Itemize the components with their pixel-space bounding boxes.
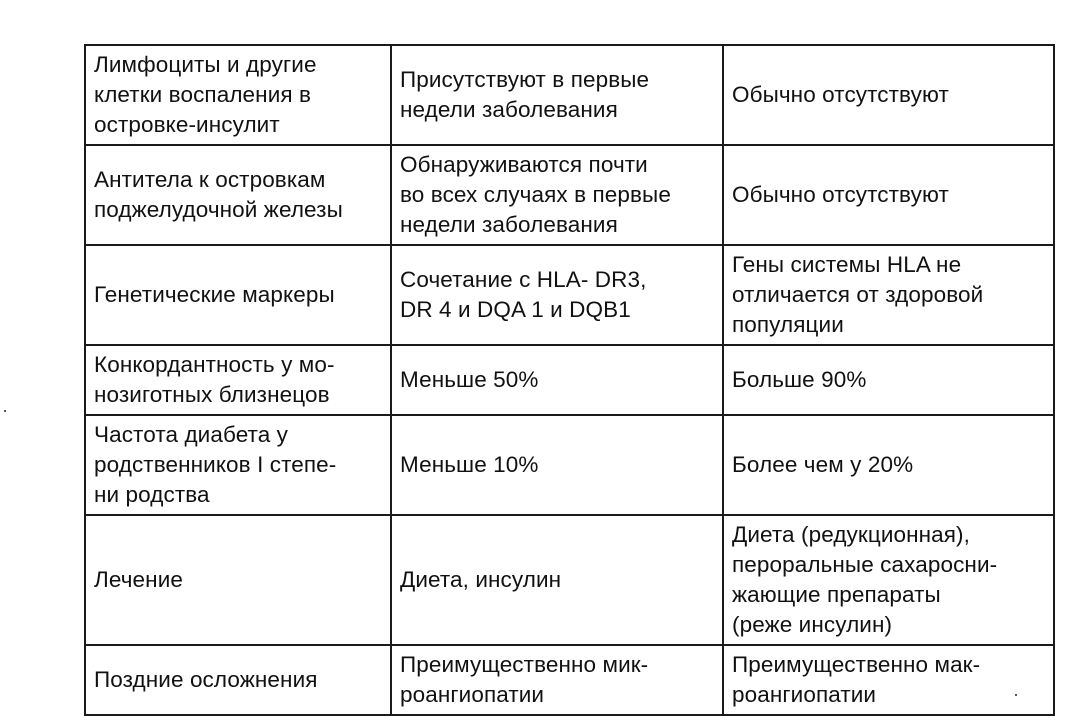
table-row (85, 515, 1054, 645)
cell-line: поджелудочной железы (94, 197, 343, 222)
cell-line: роангиопатии (400, 682, 545, 707)
table-row (85, 45, 1054, 145)
cell-line: роангиопатии (732, 682, 877, 707)
feature-cell (85, 345, 391, 415)
cell-line: Лимфоциты и другие (94, 52, 317, 77)
feature-cell (85, 515, 391, 645)
table-row (85, 345, 1054, 415)
cell-line: отличается от здоровой (732, 282, 984, 307)
type2-cell (723, 345, 1054, 415)
type1-cell (391, 515, 723, 645)
cell-line: Обычно отсутствуют (732, 82, 949, 107)
cell-line: (реже инсулин) (732, 612, 893, 637)
cell-line: Гены системы HLA не (732, 252, 962, 277)
cell-line: Более чем у 20% (732, 452, 914, 477)
cell-line: недели заболевания (400, 97, 618, 122)
type2-cell (723, 245, 1054, 345)
cell-line: Преимущественно мик- (400, 652, 649, 677)
type2-cell (723, 515, 1054, 645)
feature-cell (85, 415, 391, 515)
cell-line: Обнаруживаются почти (400, 152, 648, 177)
table-row (85, 645, 1054, 715)
feature-cell (85, 45, 391, 145)
cell-line: Поздние осложнения (94, 667, 318, 692)
cell-line: во всех случаях в первые (400, 182, 671, 207)
cell-line: Диета (редукционная), (732, 522, 970, 547)
type1-cell (391, 645, 723, 715)
cell-line: Антитела к островкам (94, 167, 326, 192)
cell-line: Лечение (94, 567, 183, 592)
cell-line: Сочетание с HLA- DR3, (400, 267, 647, 292)
cell-line: Больше 90% (732, 367, 867, 392)
cell-line: родственников I степе- (94, 452, 337, 477)
cell-line: жающие препараты (732, 582, 941, 607)
type2-cell (723, 645, 1054, 715)
type1-cell (391, 345, 723, 415)
type2-cell (723, 415, 1054, 515)
type1-cell (391, 415, 723, 515)
cell-line: Преимущественно мак- (732, 652, 981, 677)
type2-cell (723, 45, 1054, 145)
cell-line: клетки воспаления в (94, 82, 312, 107)
cell-line: популяции (732, 312, 844, 337)
feature-cell (85, 645, 391, 715)
cell-line: Меньше 10% (400, 452, 539, 477)
comparison-table (84, 44, 1055, 716)
cell-line: Присутствуют в первые (400, 67, 650, 92)
scan-speck (4, 410, 6, 412)
cell-line: Диета, инсулин (400, 567, 562, 592)
type1-cell (391, 145, 723, 245)
type1-cell (391, 245, 723, 345)
type1-cell (391, 45, 723, 145)
table-row (85, 415, 1054, 515)
feature-cell (85, 245, 391, 345)
cell-line: островке-инсулит (94, 112, 280, 137)
cell-line: Частота диабета у (94, 422, 289, 447)
cell-line: недели заболевания (400, 212, 618, 237)
table-row (85, 245, 1054, 345)
cell-line: Генетические маркеры (94, 282, 335, 307)
cell-line: Меньше 50% (400, 367, 539, 392)
table-row (85, 145, 1054, 245)
cell-line: Обычно отсутствуют (732, 182, 949, 207)
cell-line: пероральные сахаросни- (732, 552, 998, 577)
scan-speck (1015, 694, 1017, 696)
cell-line: Конкордантность у мо- (94, 352, 335, 377)
cell-line: нозиготных близнецов (94, 382, 330, 407)
cell-line: ни родства (94, 482, 210, 507)
type2-cell (723, 145, 1054, 245)
feature-cell (85, 145, 391, 245)
cell-line: DR 4 и DQA 1 и DQB1 (400, 297, 631, 322)
